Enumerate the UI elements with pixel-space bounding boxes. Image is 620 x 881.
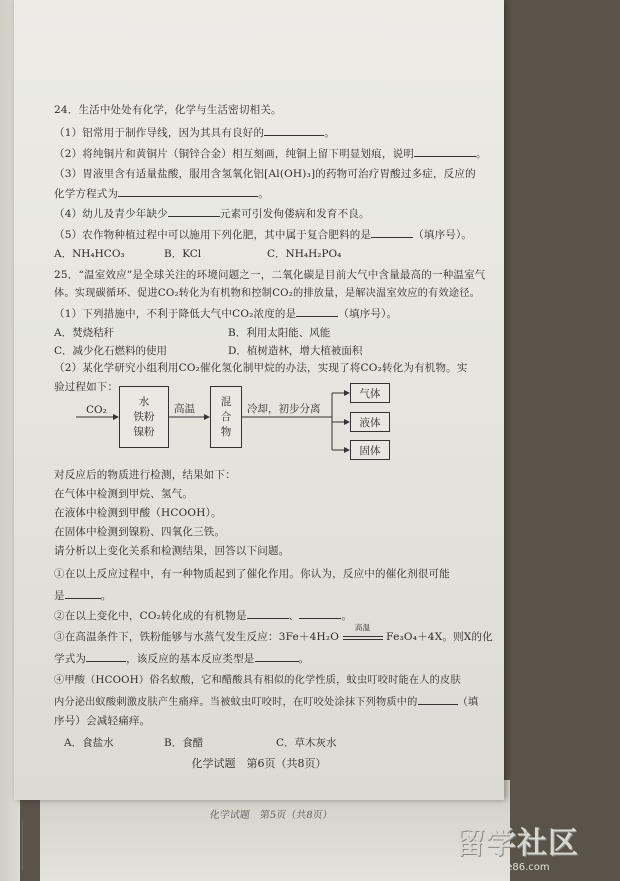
q24-stem: 24．生活中处处有化学，化学与生活密切相关。 bbox=[54, 104, 282, 116]
q25-stem: 25．“温室效应”是全球关注的环境问题之一，二氧化碳是目前大气中含量最高的一种温室气 bbox=[54, 269, 486, 281]
reaction-condition: 高温 bbox=[343, 630, 383, 640]
answer-blank[interactable] bbox=[86, 651, 126, 662]
q25-result-solid: 在固体中检测到镍粉、四氧化三铁。 bbox=[54, 526, 226, 538]
answer-blank[interactable] bbox=[255, 651, 299, 662]
q25-sub1-cont: 是 。 bbox=[54, 590, 112, 602]
q24-part4: （4）幼儿及青少年缺少 元素可引发佝偻病和发育不良。 bbox=[54, 208, 370, 220]
q25-option-c: C．减少化石燃料的使用 bbox=[54, 345, 168, 357]
flow-step2-label: 冷却，初步分离 bbox=[247, 403, 321, 415]
answer-blank[interactable] bbox=[299, 608, 341, 619]
q25-stem-cont: 体。实现碳循环、促进CO₂转化为有机物和控制CO₂的排放量，是解决温室效应的有效途径。 bbox=[54, 288, 480, 299]
watermark-url: bbs.liuxue86.com bbox=[461, 862, 550, 873]
answer-blank[interactable] bbox=[118, 186, 258, 197]
site-watermark bbox=[455, 818, 579, 873]
q25-sub4: ④甲酸（HCOOH）俗名蚁酸，它和醋酸具有相似的化学性质，蚊虫叮咬时能在人的皮肤 bbox=[54, 675, 461, 686]
q24-part5: （5）农作物种植过程中可以施用下列化肥，其中属于复合肥料的是 （填序号）。 bbox=[54, 229, 473, 241]
q24-part2: （2）将纯铜片和黄铜片（铜锌合金）相互刻画，纯铜上留下明显划痕，说明 。 bbox=[54, 148, 487, 160]
watermark-logo-text: 留学社区 bbox=[455, 826, 579, 861]
answer-blank[interactable] bbox=[296, 306, 338, 317]
q25-option-d: D．植树造林，增大植被面积 bbox=[228, 345, 363, 357]
q25-sub3: ③在高温条件下，铁粉能够与水蒸气发生反应：3Fe＋4H₂O 高温 Fe₃O₄＋4X。则X的化 bbox=[54, 623, 493, 643]
flow-input-label: CO₂ bbox=[86, 404, 107, 416]
q25-sub2: ②在以上变化中，CO₂转化成的有机物是 、 。 bbox=[54, 610, 353, 622]
answer-blank[interactable] bbox=[418, 694, 458, 705]
margin-rule bbox=[22, 820, 23, 870]
exam-page bbox=[14, 0, 504, 800]
q24-part1: （1）铝常用于制作导线，因为其具有良好的 。 bbox=[54, 127, 335, 139]
flow-step1-label: 高温 bbox=[174, 403, 195, 415]
underlying-page-footer: 化学试题 第5页（共8页） bbox=[208, 810, 334, 821]
answer-blank[interactable] bbox=[414, 146, 476, 157]
page-footer: 化学试题 第6页（共8页） bbox=[191, 757, 327, 770]
q25-sub4-option-a: A．食盐水 bbox=[64, 737, 114, 749]
q25-result-liquid: 在液体中检测到甲酸（HCOOH）。 bbox=[54, 507, 222, 519]
answer-blank[interactable] bbox=[371, 227, 413, 238]
q25-sub1: ①在以上反应过程中，有一种物质起到了催化作用。你认为，反应中的催化剂很可能 bbox=[54, 568, 450, 580]
q25-sub3-cont: 学式为 ，该反应的基本反应类型是 。 bbox=[54, 653, 310, 665]
answer-blank[interactable] bbox=[65, 588, 101, 599]
q25-part2: （2）某化学研究小组利用CO₂催化氢化制甲烷的办法，实现了将CO₂转化为有机物。实 bbox=[54, 362, 468, 374]
answer-blank[interactable] bbox=[168, 206, 220, 217]
gas-output-box: 气体 bbox=[350, 383, 390, 403]
q25-sub4-cont: 内分泌出蚁酸刺激皮肤产生痛痒。当被蚊虫叮咬时，在叮咬处涂抹下列物质中的 （填 bbox=[54, 694, 478, 710]
q24-part3: （3）胃液里含有适量盐酸，服用含氢氧化铝[Al(OH)₃]的药物可治疗胃酸过多症，反应的 bbox=[54, 168, 476, 180]
solid-output-box: 固体 bbox=[350, 440, 390, 460]
q25-sub4-option-b: B．食醋 bbox=[164, 737, 204, 749]
q25-instruction: 请分析以上变化关系和检测结果，回答以下问题。 bbox=[54, 545, 290, 557]
q25-option-b: B．利用太阳能、风能 bbox=[228, 327, 331, 339]
q25-part1: （1）下列措施中，不利于降低大气中CO₂浓度的是 （填序号）。 bbox=[54, 308, 398, 320]
mixture-box: 混 合 物 bbox=[210, 386, 242, 448]
answer-blank[interactable] bbox=[247, 608, 289, 619]
answer-blank[interactable] bbox=[264, 125, 324, 136]
q25-part2-cont: 验过程如下： bbox=[54, 381, 119, 393]
q25-results-intro: 对反应后的物质进行检测，结果如下： bbox=[54, 469, 236, 481]
q24-part3-cont: 化学方程式为 。 bbox=[54, 188, 269, 200]
q25-sub4-option-c: C．草木灰水 bbox=[276, 737, 337, 749]
liquid-output-box: 液体 bbox=[350, 412, 390, 432]
q25-option-a: A．焚烧秸秆 bbox=[54, 327, 115, 339]
q24-option-a: A．NH₄HCO₃ bbox=[54, 248, 125, 260]
q25-result-gas: 在气体中检测到甲烷、氢气。 bbox=[54, 488, 194, 500]
q24-option-b: B．KCl bbox=[164, 248, 202, 260]
q24-option-c: C．NH₄H₂PO₄ bbox=[267, 248, 342, 260]
reactor-box: 水 铁粉 镍粉 bbox=[119, 386, 169, 448]
q25-sub4-end: 序号）会减轻痛痒。 bbox=[54, 715, 151, 727]
